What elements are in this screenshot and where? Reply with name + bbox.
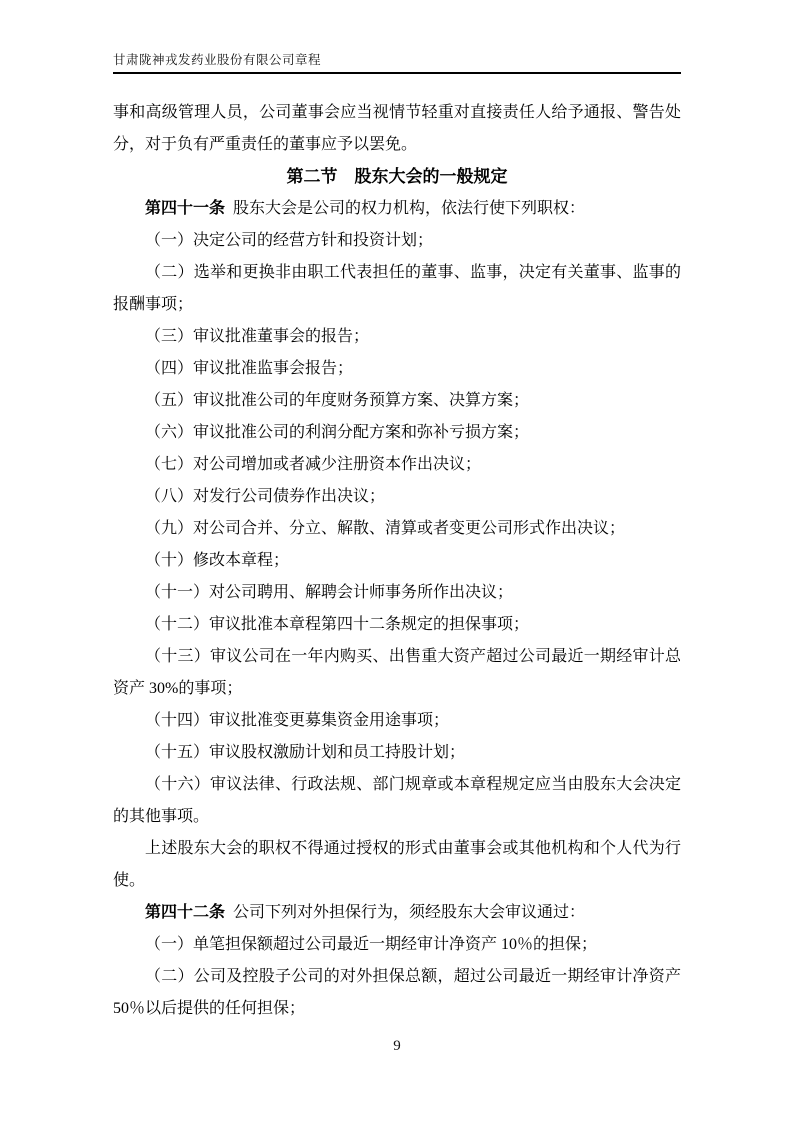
article-41-term: 第四十一条 [145,200,226,217]
list-item: （十一）对公司聘用、解聘会计师事务所作出决议； [145,584,514,601]
list-item: （五）审议批准公司的年度财务预算方案、决算方案； [145,392,530,409]
list-item: （十）修改本章程； [145,552,290,569]
section-heading: 第二节 股东大会的一般规定 [286,167,508,186]
list-item: （四）审议批准监事会报告； [145,360,354,377]
list-item: （九）对公司合并、分立、解散、清算或者变更公司形式作出决议； [145,520,626,537]
article-42-term: 第四十二条 [145,904,226,921]
list-item: （十五）审议股权激励计划和员工持股计划； [145,744,466,761]
page-footer [0,1036,794,1056]
list-item: （十三）审议公司在一年内购买、出售重大资产超过公司最近一期经审计总资产 30%的事项； [113,648,681,697]
list-item: （六）审议批准公司的利润分配方案和弥补亏损方案； [145,424,530,441]
article-42-lead-text: 公司下列对外担保行为，须经股东大会审议通过： [233,904,586,921]
page-header [113,0,681,74]
intro-paragraph: 事和高级管理人员，公司董事会应当视情节轻重对直接责任人给予通报、警告处分，对于负有严重责任的董事应予以罢免。 [113,104,681,153]
list-item: （二）选举和更换非由职工代表担任的董事、监事，决定有关董事、监事的报酬事项； [113,264,681,313]
page-number: 9 [393,1038,401,1054]
article-42-lead [113,897,681,929]
list-item: （七）对公司增加或者减少注册资本作出决议； [145,456,482,473]
article-41-lead-text: 股东大会是公司的权力机构，依法行使下列职权： [233,200,586,217]
list-item: （二）公司及控股子公司的对外担保总额，超过公司最近一期经审计净资产 50％以后提供的任何担保； [113,968,681,1017]
list-item: （十四）审议批准变更募集资金用途事项； [145,712,450,729]
article-41-lead [113,193,681,225]
article-41-closing: 上述股东大会的职权不得通过授权的形式由董事会或其他机构和个人代为行使。 [113,840,681,889]
document-body [113,97,681,1025]
list-item: （八）对发行公司债券作出决议； [145,488,386,505]
list-item: （一）决定公司的经营方针和投资计划； [145,232,434,249]
list-item: （十六）审议法律、行政法规、部门规章或本章程规定应当由股东大会决定的其他事项。 [113,776,681,825]
list-item: （十二）审议批准本章程第四十二条规定的担保事项； [145,616,530,633]
list-item: （一）单笔担保额超过公司最近一期经审计净资产 10％的担保； [145,936,598,953]
header-title: 甘肃陇神戎发药业股份有限公司章程 [113,53,322,67]
list-item: （三）审议批准董事会的报告； [145,328,370,345]
